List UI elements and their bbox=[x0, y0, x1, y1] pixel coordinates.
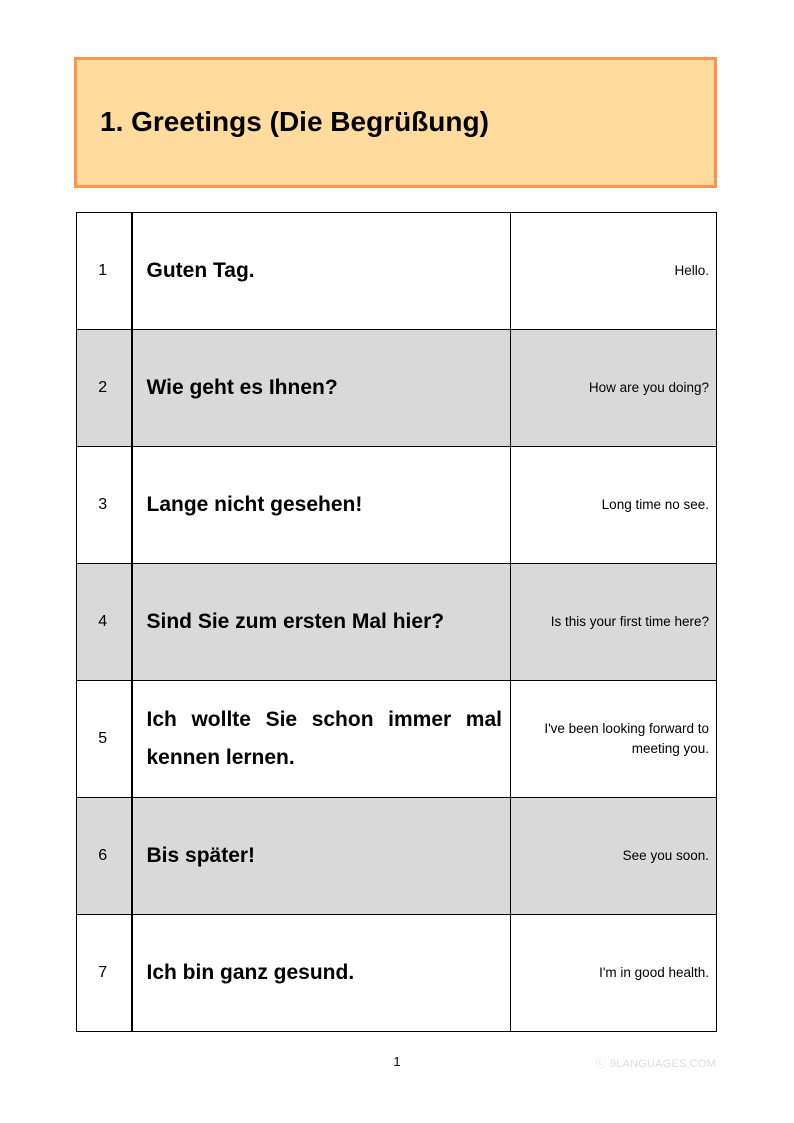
table-row bbox=[77, 564, 717, 681]
english-translation: I'm in good health. bbox=[511, 915, 717, 1032]
table-row bbox=[77, 681, 717, 798]
table-row bbox=[77, 447, 717, 564]
english-translation: I've been looking forward to meeting you. bbox=[511, 681, 717, 798]
page-number: 1 bbox=[393, 1054, 401, 1069]
table-row bbox=[77, 213, 717, 330]
german-phrase: Ich wollte Sie schon immer mal kennen lernen. bbox=[132, 681, 511, 798]
english-translation: Is this your first time here? bbox=[511, 564, 717, 681]
section-header bbox=[74, 57, 717, 188]
german-phrase: Ich bin ganz gesund. bbox=[132, 915, 511, 1032]
table-row bbox=[77, 915, 717, 1032]
german-phrase: Sind Sie zum ersten Mal hier? bbox=[132, 564, 511, 681]
section-title: 1. Greetings (Die Begrüßung) bbox=[100, 105, 489, 137]
german-phrase: Lange nicht gesehen! bbox=[132, 447, 511, 564]
table-row bbox=[77, 798, 717, 915]
english-translation: Hello. bbox=[511, 213, 717, 330]
row-number: 4 bbox=[77, 564, 132, 681]
german-phrase: Bis später! bbox=[132, 798, 511, 915]
copyright-watermark: ⓒ 9LANGUAGES.COM bbox=[595, 1058, 716, 1070]
table-row bbox=[77, 330, 717, 447]
row-number: 7 bbox=[77, 915, 132, 1032]
german-phrase: Wie geht es Ihnen? bbox=[132, 330, 511, 447]
row-number: 6 bbox=[77, 798, 132, 915]
row-number: 1 bbox=[77, 213, 132, 330]
english-translation: Long time no see. bbox=[511, 447, 717, 564]
row-number: 5 bbox=[77, 681, 132, 798]
english-translation: See you soon. bbox=[511, 798, 717, 915]
row-number: 2 bbox=[77, 330, 132, 447]
phrase-table bbox=[76, 212, 717, 1032]
row-number: 3 bbox=[77, 447, 132, 564]
german-phrase: Guten Tag. bbox=[132, 213, 511, 330]
english-translation: How are you doing? bbox=[511, 330, 717, 447]
